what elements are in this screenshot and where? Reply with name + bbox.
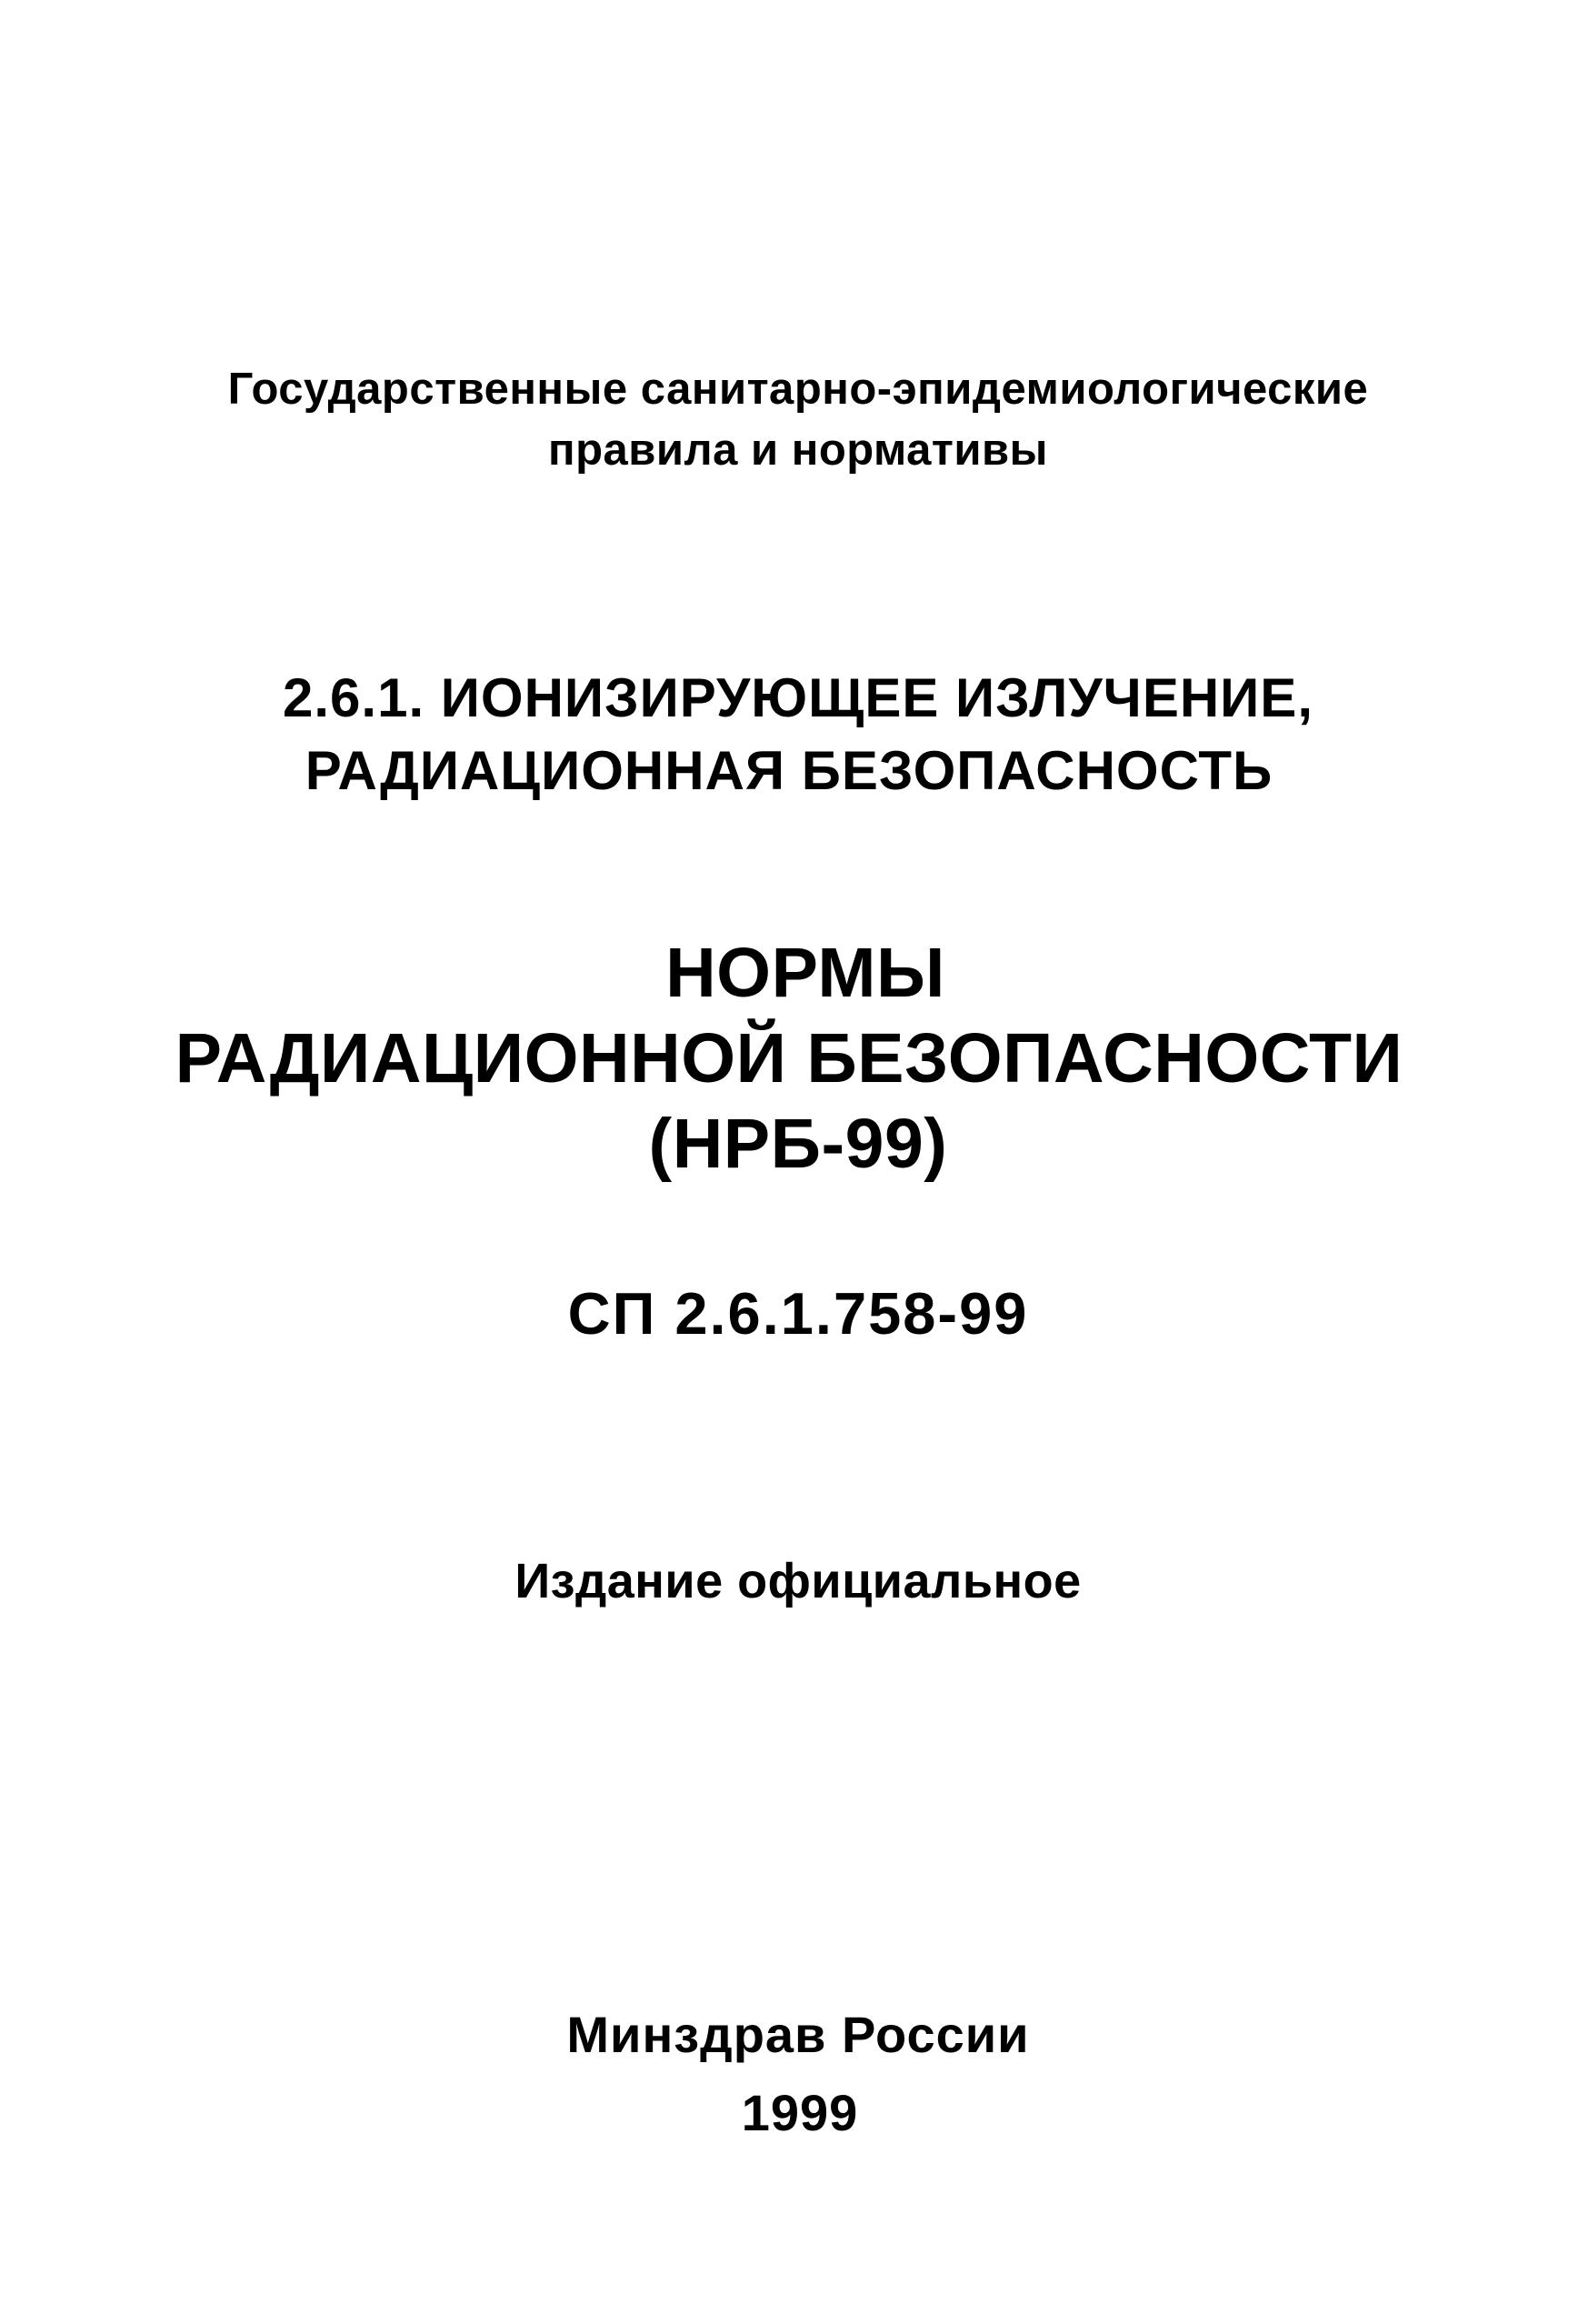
- edition-label: Издание официальное: [514, 1554, 1082, 1608]
- publisher-name: Минздрав России: [566, 2006, 1030, 2063]
- publication-year: 1999: [741, 2084, 859, 2141]
- document-code: СП 2.6.1.758-99: [567, 1280, 1029, 1347]
- header-line-2: правила и нормативы: [547, 426, 1048, 475]
- document-title-line-3: (НРБ-99): [648, 1105, 948, 1183]
- section-line-1: 2.6.1. ИОНИЗИРУЮЩЕЕ ИЗЛУЧЕНИЕ,: [283, 667, 1313, 728]
- document-title-line-2: РАДИАЦИОННОЙ БЕЗОПАСНОСТИ: [175, 1019, 1403, 1097]
- document-title-line-1: НОРМЫ: [665, 934, 945, 1012]
- section-line-2: РАДИАЦИОННАЯ БЕЗОПАСНОСТЬ: [305, 740, 1273, 801]
- header-line-1: Государственные санитарно-эпидемиологические: [227, 365, 1369, 414]
